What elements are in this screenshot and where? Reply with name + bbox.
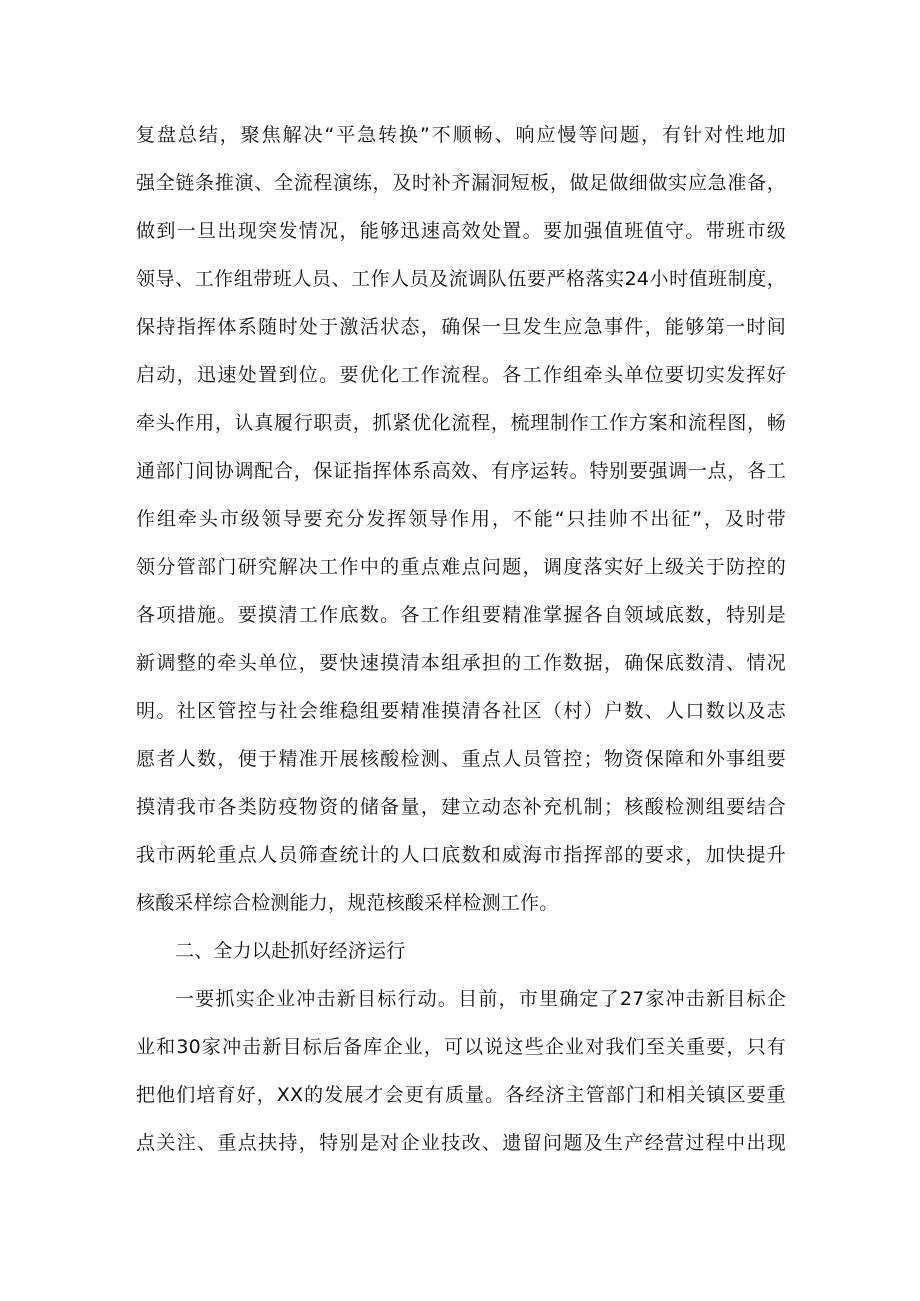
paragraph-line: 新调整的牵头单位，要快速摸清本组承担的工作数据，确保底数清、情况 [136, 652, 786, 674]
paragraph-line: 作组牵头市级领导要充分发挥领导作用，不能“只挂帅不出征”，及时带 [136, 508, 786, 530]
paragraph-line: 我市两轮重点人员筛查统计的人口底数和威海市指挥部的要求，加快提升 [136, 844, 786, 866]
paragraph-line: 摸清我市各类防疫物资的储备量，建立动态补充机制；核酸检测组要结合 [136, 796, 786, 818]
paragraph-line: 明。社区管控与社会维稳组要精准摸清各社区（村）户数、人口数以及志 [136, 700, 786, 722]
paragraph-line: 启动，迅速处置到位。要优化工作流程。各工作组牵头单位要切实发挥好 [136, 364, 786, 386]
paragraph-line: 愿者人数，便于精准开展核酸检测、重点人员管控；物资保障和外事组要 [136, 748, 786, 770]
paragraph-line: 通部门间协调配合，保证指挥体系高效、有序运转。特别要强调一点，各工 [136, 460, 786, 482]
paragraph-line: 核酸采样综合检测能力，规范核酸采样检测工作。 [136, 892, 559, 914]
paragraph-line: 强全链条推演、全流程演练，及时补齐漏洞短板，做足做细做实应急准备， [136, 172, 786, 194]
paragraph-line: 复盘总结，聚焦解决“平急转换”不顺畅、响应慢等问题，有针对性地加 [136, 124, 786, 146]
paragraph-line: 做到一旦出现突发情况，能够迅速高效处置。要加强值班值守。带班市级 [136, 220, 786, 242]
paragraph-line: 业和30家冲击新目标后备库企业，可以说这些企业对我们至关重要，只有 [136, 1036, 786, 1058]
paragraph-line: 点关注、重点扶持，特别是对企业技改、遗留问题及生产经营过程中出现 [136, 1132, 786, 1154]
paragraph-line: 领分管部门研究解决工作中的重点难点问题，调度落实好上级关于防控的 [136, 556, 786, 578]
paragraph-line: 一要抓实企业冲击新目标行动。目前，市里确定了27家冲击新目标企 [175, 988, 786, 1010]
paragraph-line: 把他们培育好，XX的发展才会更有质量。各经济主管部门和相关镇区要重 [136, 1084, 786, 1106]
section-heading: 二、全力以赴抓好经济运行 [175, 940, 406, 962]
paragraph-line: 牵头作用，认真履行职责，抓紧优化流程，梳理制作工作方案和流程图，畅 [136, 412, 786, 434]
paragraph-line: 各项措施。要摸清工作底数。各工作组要精准掌握各自领域底数，特别是 [136, 604, 786, 626]
paragraph-line: 领导、工作组带班人员、工作人员及流调队伍要严格落实24小时值班制度， [136, 268, 786, 290]
paragraph-line: 保持指挥体系随时处于激活状态，确保一旦发生应急事件，能够第一时间 [136, 316, 786, 338]
